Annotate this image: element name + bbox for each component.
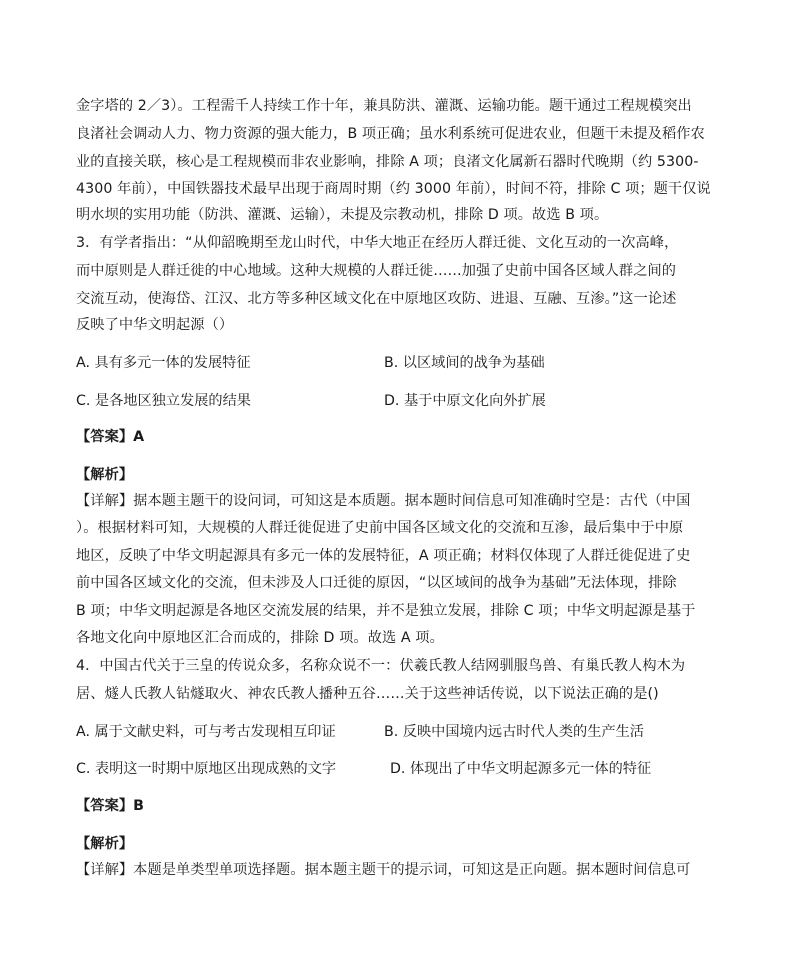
question-4-analysis-label: 【解析】 [76, 836, 134, 852]
question-3-option-c: C. 是各地区独立发展的结果 [76, 393, 251, 409]
question-3-option-d: D. 基于中原文化向外扩展 [384, 393, 546, 409]
question-3-analysis: 地区，反映了中华文明起源具有多元一体的发展特征，A 项正确；材料仅体现了人群迁徙促进了史 [76, 548, 691, 564]
question-4-option-a: A. 属于文献史料，可与考古发现相互印证 [76, 724, 336, 740]
question-3-option-a: A. 具有多元一体的发展特征 [76, 355, 251, 371]
question-3-analysis-label: 【解析】 [76, 467, 134, 483]
question-4-stem: 居、燧人氏教人钻燧取火、神农氏教人播种五谷……关于这些神话传说，以下说法正确的是() [76, 686, 659, 702]
question-3-analysis: 前中国各区域文化的交流，但未涉及人口迁徙的原因，“以区域间的战争为基础”无法体现，排除 [76, 575, 677, 591]
question-3-stem: 而中原则是人群迁徙的中心地域。这种大规模的人群迁徙……加强了史前中国各区域人群之间的 [76, 263, 677, 279]
text-line: 金字塔的 2／3）。工程需千人持续工作十年，兼具防洪、灌溉、运输功能。题干通过工程规模突出 [76, 98, 692, 114]
question-4-option-c: C. 表明这一时期中原地区出现成熟的文字 [76, 761, 337, 777]
question-3-stem: 交流互动，使海岱、江汉、北方等多种区域文化在中原地区攻防、进退、互融、互渗。”这一论述 [76, 291, 677, 307]
question-3-analysis: B 项；中华文明起源是各地区交流发展的结果，并不是独立发展，排除 C 项；中华文明起源是基于 [76, 603, 696, 619]
question-3-answer: 【答案】A [76, 429, 145, 445]
text-line: 明水坝的实用功能（防洪、灌溉、运输），未提及宗教动机，排除 D 项。故选 B 项。 [76, 207, 609, 223]
text-line: 良渚社会调动人力、物力资源的强大能力，B 项正确；虽水利系统可促进农业，但题干未提及稻作农 [76, 126, 705, 142]
question-4-option-d: D. 体现出了中华文明起源多元一体的特征 [390, 761, 652, 777]
question-4-option-b: B. 反映中国境内远古时代人类的生产生活 [384, 724, 644, 740]
question-3-stem: 反映了中华文明起源（） [76, 317, 234, 333]
question-4-answer: 【答案】B [76, 798, 145, 814]
text-line: 业的直接关联，核心是工程规模而非农业影响，排除 A 项；良渚文化属新石器时代晚期（约 5300- [76, 154, 699, 170]
question-3-stem: 3．有学者指出：“从仰韶晚期至龙山时代，中华大地正在经历人群迁徙、文化互动的一次高峰， [76, 235, 679, 251]
text-line: 4300 年前），中国铁器技术最早出现于商周时期（约 3000 年前），时间不符，排除 C 项；题干仅说 [76, 181, 711, 197]
question-4-analysis: 【详解】本题是单类型单项选择题。据本题主题干的提示词，可知这是正向题。据本题时间信息可 [76, 862, 691, 878]
question-3-option-b: B. 以区域间的战争为基础 [384, 355, 545, 371]
question-4-stem: 4．中国古代关于三皇的传说众多，名称众说不一：伏羲氏教人结网驯服鸟兽、有巢氏教人构木为 [76, 658, 686, 674]
question-3-analysis: 【详解】据本题主题干的设问词，可知这是本质题。据本题时间信息可知准确时空是：古代（中国 [76, 493, 691, 509]
question-3-analysis: ）。根据材料可知，大规模的人群迁徙促进了史前中国各区域文化的交流和互渗，最后集中于中原 [76, 520, 684, 536]
question-3-analysis: 各地文化向中原地区汇合而成的，排除 D 项。故选 A 项。 [76, 630, 444, 646]
